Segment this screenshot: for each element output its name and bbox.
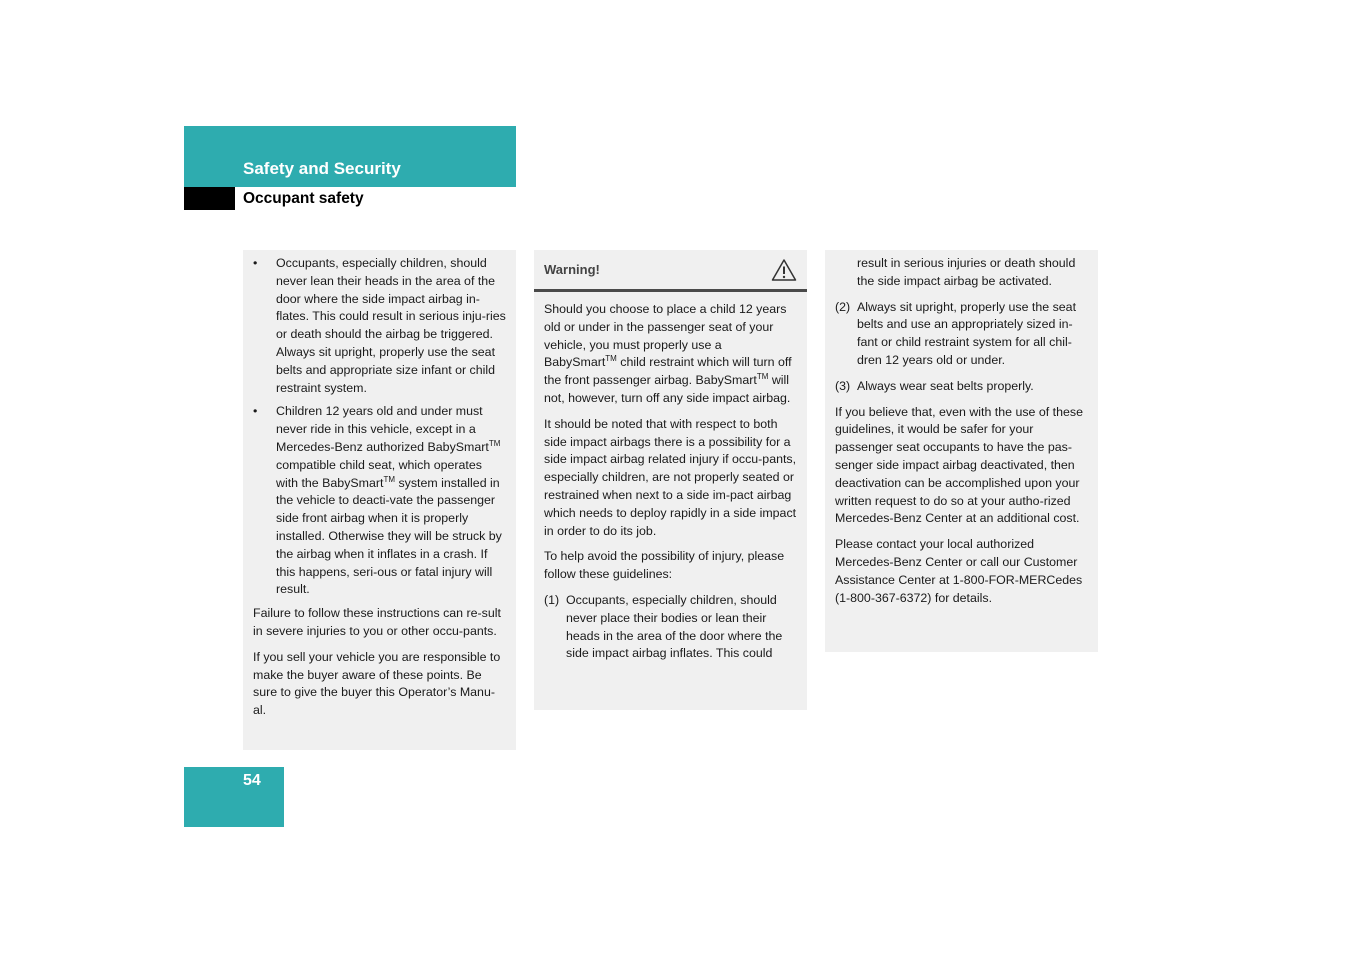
trademark-mark: TM — [488, 438, 501, 448]
item-number: (2) — [835, 299, 851, 314]
bullet-icon: • — [253, 404, 258, 419]
trademark-mark: TM — [605, 354, 617, 364]
numbered-item — [544, 592, 797, 663]
text-part: will not, however, turn off any side impact airbag. — [544, 373, 791, 405]
item-text: Always wear seat belts properly. — [857, 378, 1034, 393]
bullet-text-part: system installed in the vehicle to deacti-vate the passenger side front airbag when it is properly installed. Otherwise they will be struck by the airbag when it inflates in a crash. If this happens, seri-ous or fatal injury will result. — [276, 475, 502, 597]
trademark-mark: TM — [756, 372, 769, 382]
item-continuation: result in serious injuries or death should the side impact airbag be activated. — [857, 256, 1076, 288]
bullet-text-part: compatible child seat, which operates with the BabySmart — [276, 457, 482, 490]
item-text: Always sit upright, properly use the seat belts and use an appropriately sized in-fant or child restraint system for all chil-dren 12 years old or under. — [857, 299, 1077, 367]
paragraph: Failure to follow these instructions can re-sult in severe injuries to you or other occu-pants. — [253, 606, 501, 638]
numbered-item — [835, 378, 1089, 396]
paragraph: To help avoid the possibility of injury, please follow these guidelines: — [544, 549, 785, 582]
paragraph: If you believe that, even with the use of these guidelines, it would be safer for your passenger seat occupants to have the pas-senger side impact airbag deactivated, then deactivation can be accomplished upon your written request to do so at your autho-rized Mercedes-Benz Center at an additional cost. — [835, 404, 1083, 526]
warning-triangle-icon — [771, 258, 797, 282]
subsection-title: Occupant safety — [243, 190, 364, 207]
warning-box-continued — [825, 250, 1098, 652]
bullet-text-part: Children 12 years old and under must never ride in this vehicle, except in a Mercedes-Benz authorized BabySmart — [276, 404, 489, 454]
paragraph — [544, 301, 797, 408]
trademark-mark: TM — [383, 474, 395, 484]
text-part: Should you choose to place a child 12 years old or under in the passenger seat of your vehicle, you must properly use a BabySmart — [544, 302, 787, 370]
paragraph: Please contact your local authorized Mercedes-Benz Center or call our Customer Assistance Center at 1-800-FOR-MERCedes (1-800-367-6372) for details. — [835, 537, 1083, 605]
item-number: (1) — [544, 592, 560, 607]
bullet-item — [253, 403, 507, 599]
bullet-icon: • — [253, 256, 258, 270]
warning-header — [534, 250, 807, 292]
paragraph: It should be noted that with respect to both side impact airbags there is a possibility for a side impact airbag related injury if occu-pants, especially children, are not properly seated or restrained when next to a side im-pact airbag which needs to deploy rapidly in a side impact in order to do its job. — [544, 416, 797, 538]
warning-label: Warning! — [544, 261, 600, 277]
paragraph: If you sell your vehicle you are responsible to make the buyer aware of these points. Be sure to give the buyer this Operator’s Manu-al. — [253, 649, 501, 718]
bullet-text: Occupants, especially children, should never lean their heads in the area of the door where the side impact airbag in-flates. This could result in serious inju-ries or death should the airbag be triggered. Always sit upright, properly use the seat belts and appropriate size infant or child restraint system. — [276, 256, 506, 395]
item-number: (3) — [835, 378, 851, 393]
bullet-item — [253, 255, 507, 397]
item-text: Occupants, especially children, should never place their bodies or lean their heads in the area of the door where the side impact airbag inflates. This could — [566, 592, 783, 661]
section-marker — [184, 187, 235, 210]
page-number-box — [184, 767, 284, 827]
text-part: child restraint which will turn off the front passenger airbag. BabySmart — [544, 355, 792, 388]
text-column-1 — [243, 250, 516, 750]
warning-box — [534, 250, 807, 710]
section-title: Safety and Security — [243, 159, 401, 178]
numbered-item — [835, 299, 1089, 370]
page-number: 54 — [243, 772, 261, 789]
